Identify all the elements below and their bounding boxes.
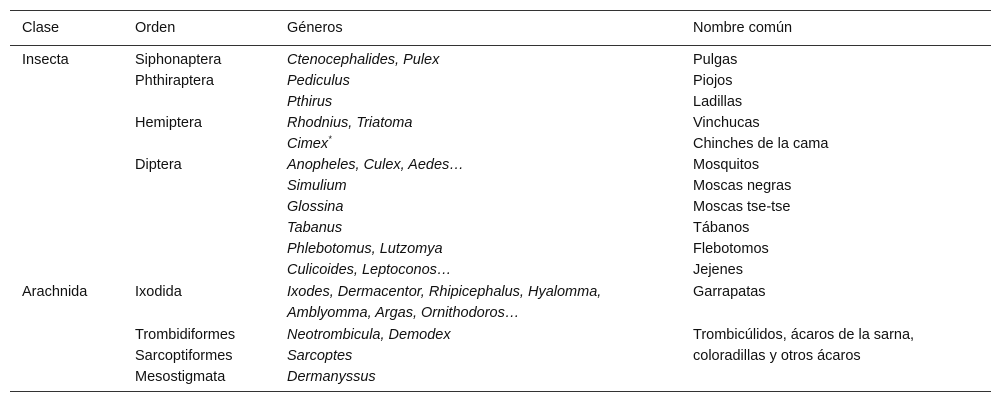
cell-clase — [10, 71, 135, 92]
cell-orden — [135, 197, 287, 218]
cell-generos: Pthirus — [287, 94, 333, 110]
cell-generos: Dermanyssus — [287, 367, 693, 392]
cell-generos: Phlebotomus, Lutzomya — [287, 241, 443, 257]
cell-generos — [287, 281, 693, 324]
cell-nombre-comun: Vinchucas — [693, 115, 760, 131]
cell-nombre-comun: Mosquitos — [693, 157, 760, 173]
cell-nombre-comun: Ladillas — [693, 94, 743, 110]
header-nombre-comun: Nombre común — [693, 11, 991, 46]
header-generos: Géneros — [287, 11, 693, 46]
cell-generos: Neotrombicula, Demodex — [287, 327, 451, 343]
table-row — [10, 176, 991, 197]
cell-generos — [287, 134, 693, 155]
cell-orden — [135, 92, 287, 113]
header-clase: Clase — [10, 11, 135, 46]
cell-orden: Trombidiformes — [135, 327, 236, 343]
cell-nombre-comun: Moscas negras — [693, 178, 792, 194]
cell-orden: Phthiraptera — [135, 73, 214, 89]
cell-nombre-comun: Piojos — [693, 73, 733, 89]
cell-orden: Mesostigmata — [135, 367, 287, 392]
cell-nombre-comun: Flebotomos — [693, 241, 769, 257]
table-body — [10, 46, 991, 392]
cell-clase — [10, 367, 135, 392]
cell-orden — [135, 218, 287, 239]
cell-clase — [10, 155, 135, 176]
table-row — [10, 324, 991, 346]
cell-clase: Insecta — [22, 52, 69, 68]
cell-nombre-comun: Jejenes — [693, 262, 743, 278]
cell-nombre-comun: Trombicúlidos, ácaros de la sarna, — [693, 327, 915, 343]
cell-clase — [10, 92, 135, 113]
cell-orden — [135, 176, 287, 197]
taxonomy-table — [10, 10, 991, 392]
cell-orden: Ixodida — [135, 284, 182, 300]
table-row — [10, 46, 991, 72]
table-row — [10, 134, 991, 155]
table-header — [10, 11, 991, 46]
table-row — [10, 239, 991, 260]
header-orden: Orden — [135, 11, 287, 46]
cell-orden: Hemiptera — [135, 115, 202, 131]
footnote-marker: * — [328, 134, 332, 144]
table-row — [10, 71, 991, 92]
genero-line-1: Ixodes, Dermacentor, Rhipicephalus, Hyalomma, — [287, 284, 602, 300]
cell-clase — [10, 239, 135, 260]
genero-text: Cimex — [287, 136, 329, 152]
cell-clase — [10, 260, 135, 281]
cell-clase — [10, 176, 135, 197]
cell-orden: Sarcoptiformes — [135, 348, 233, 364]
table-row — [10, 113, 991, 134]
table-row — [10, 92, 991, 113]
cell-nombre-comun: coloradillas y otros ácaros — [693, 348, 861, 364]
cell-nombre-comun: Tábanos — [693, 220, 750, 236]
cell-generos: Tabanus — [287, 220, 343, 236]
cell-nombre-comun: Pulgas — [693, 52, 738, 68]
cell-generos: Ctenocephalides, Pulex — [287, 52, 440, 68]
cell-clase — [10, 346, 135, 367]
genero-line-2: Amblyomma, Argas, Ornithodoros… — [287, 305, 520, 321]
table-row — [10, 155, 991, 176]
cell-generos: Anopheles, Culex, Aedes… — [287, 157, 464, 173]
cell-clase: Arachnida — [22, 284, 88, 300]
cell-clase — [10, 134, 135, 155]
cell-clase — [10, 197, 135, 218]
cell-orden — [135, 134, 287, 155]
table-row — [10, 346, 991, 367]
cell-clase — [10, 218, 135, 239]
cell-clase — [10, 113, 135, 134]
table-row — [10, 281, 991, 324]
cell-nombre-comun: Moscas tse-tse — [693, 199, 791, 215]
table-row — [10, 218, 991, 239]
table-row — [10, 367, 991, 392]
table-row — [10, 197, 991, 218]
table-row — [10, 260, 991, 281]
cell-clase — [10, 324, 135, 346]
cell-generos: Glossina — [287, 199, 344, 215]
header-row — [10, 11, 991, 46]
cell-nombre-comun: Chinches de la cama — [693, 136, 829, 152]
cell-orden — [135, 260, 287, 281]
cell-generos: Culicoides, Leptoconos… — [287, 262, 452, 278]
cell-nombre-comun — [693, 367, 991, 392]
cell-orden — [135, 239, 287, 260]
cell-generos: Sarcoptes — [287, 348, 353, 364]
cell-orden: Diptera — [135, 157, 182, 173]
cell-nombre-comun: Garrapatas — [693, 284, 766, 300]
cell-generos: Rhodnius, Triatoma — [287, 115, 413, 131]
cell-generos: Simulium — [287, 178, 347, 194]
cell-orden: Siphonaptera — [135, 52, 222, 68]
cell-generos: Pediculus — [287, 73, 350, 89]
